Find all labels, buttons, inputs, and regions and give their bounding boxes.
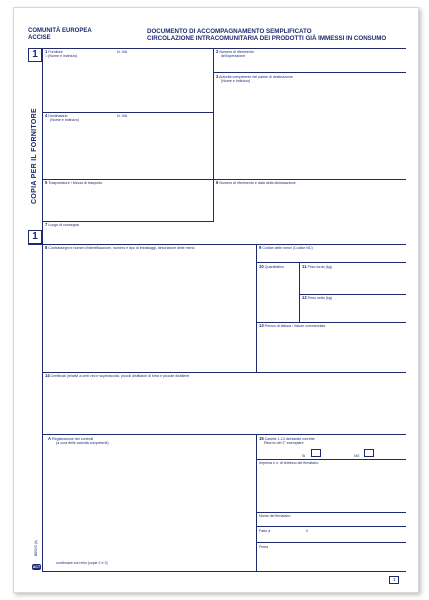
field-2-bottom-rule: [213, 72, 406, 73]
bottom-rule: [42, 571, 406, 572]
field-10-label: 10 Quantitativo: [259, 264, 284, 269]
field-a-top-rule: [42, 434, 406, 435]
field-15-yes-label: SI: [302, 454, 306, 458]
goods-vertical-rule: [256, 244, 257, 373]
square-icon: □: [45, 54, 48, 58]
field-15-sub: Ritorno del 2° esemplare: [264, 441, 304, 445]
field-15-sign-label: Firma: [259, 545, 269, 549]
field-8-label: 8 Contrassegni e numeri d'identificazione, numero e tipo di imballaggi, descrizione delle merci: [45, 245, 195, 250]
header-title-line1: DOCUMENTO DI ACCOMPAGNAMENTO SEMPLIFICATO: [147, 28, 312, 35]
field-1-sub: □ (Nome e indirizzo): [45, 54, 78, 58]
field-15-date-label: il: [306, 529, 308, 533]
field-1-na: N. IVA: [117, 50, 128, 54]
field-14-label: 14 Certificati (relativi a certi vini e superalcolici, piccoli distillatori di birra e piccole distillerie: [45, 373, 190, 378]
field-9-bottom-rule: [256, 262, 406, 263]
field-5-label: 5 Trasportatore / Mezzo di trasporto: [45, 180, 103, 185]
field-15-place-label: Fatto a: [259, 529, 271, 533]
field-4-label: 4 Destinatario: [45, 113, 68, 118]
field-6-label: 6 Numero di riferimento e data della dichiarazione: [216, 180, 296, 185]
field-13-label: 13 Prezzo di fattura / Valore commerciale: [259, 323, 326, 328]
field-3-sub: (Nome e indirizzo): [221, 79, 251, 83]
mid-vertical-top: [213, 48, 214, 222]
field-4-sub: (Nome e indirizzo): [50, 118, 80, 122]
field-1-label: 1 Fornitore: [45, 49, 63, 54]
field-12-top-rule: [299, 294, 406, 295]
field-15-no-checkbox[interactable]: [364, 449, 374, 457]
field-8-top-rule: [28, 244, 406, 245]
page-marker-box: [389, 576, 399, 584]
field-15-label: 15 Caselle 1-13 dichiarate corrette: [259, 436, 315, 441]
field-15-company-rule: [256, 459, 406, 460]
field-a-label: A Registrazione dei controlli: [48, 436, 94, 441]
header-community: COMUNITÀ EUROPEA: [28, 28, 92, 34]
field-7-label: 7 Luogo di consegna: [45, 222, 79, 227]
side-label: COPIA PER IL FORNITORE: [31, 108, 38, 204]
field-9-label: 9 Codice delle merci (Codice NC): [259, 245, 313, 250]
copy-number-top: 1: [32, 49, 38, 60]
field-11-label: 11 Peso lordo (kg): [302, 264, 332, 269]
field-15-company-label: Impresa e n. di telefono del firmatario: [259, 461, 319, 465]
field-3-label: 3 Autorità competente del paese di destinazione: [216, 74, 293, 79]
field-4-top-rule: [42, 112, 213, 113]
field-15-left-rule: [256, 434, 257, 571]
copy-number-bottom: 1: [32, 231, 38, 242]
field-11-left-rule: [299, 262, 300, 322]
field-15-place-rule: [256, 526, 406, 527]
publisher-logo: ACT: [32, 565, 41, 569]
field-2-label: 2 Numero di riferimento: [216, 49, 254, 54]
field-15-yes-checkbox[interactable]: [311, 449, 321, 457]
header-title-line2: CIRCOLAZIONE INTRACOMUNITARIA DEI PRODOTTI GIÀ IMMESSI IN CONSUMO: [147, 35, 387, 42]
left-rule: [42, 48, 43, 244]
side-code: B852/3 (6): [34, 540, 38, 556]
form-sheet: [13, 7, 419, 593]
field-15-sign-rule: [256, 542, 406, 543]
field-14-top-rule: [42, 372, 406, 373]
header-left: [28, 28, 92, 42]
field-15-no-label: NO: [354, 454, 360, 458]
field-5-top-rule: [42, 179, 406, 180]
header-title: [147, 28, 386, 42]
field-13-top-rule: [256, 322, 406, 323]
field-7-top-rule: [42, 221, 214, 222]
copy-number-bottom-box: [28, 230, 42, 244]
field-15-name-label: Nome del firmatario: [259, 514, 291, 518]
field-a-sub: (a cura delle autorità competenti): [56, 441, 109, 445]
page-marker: 1: [393, 577, 396, 582]
header-excise: ACCISE: [28, 35, 51, 41]
field-4-na: N. IVA: [117, 114, 128, 118]
field-15-name-rule: [256, 512, 406, 513]
field-2-sub: dell'operazione: [221, 54, 246, 58]
field-12-label: 12 Peso netto (kg): [302, 295, 333, 300]
copy-number-top-box: [28, 48, 42, 62]
field-a-footer: continuare sul retro (copie 2 e 3): [56, 561, 108, 565]
field-8-left-rule: [42, 244, 43, 571]
